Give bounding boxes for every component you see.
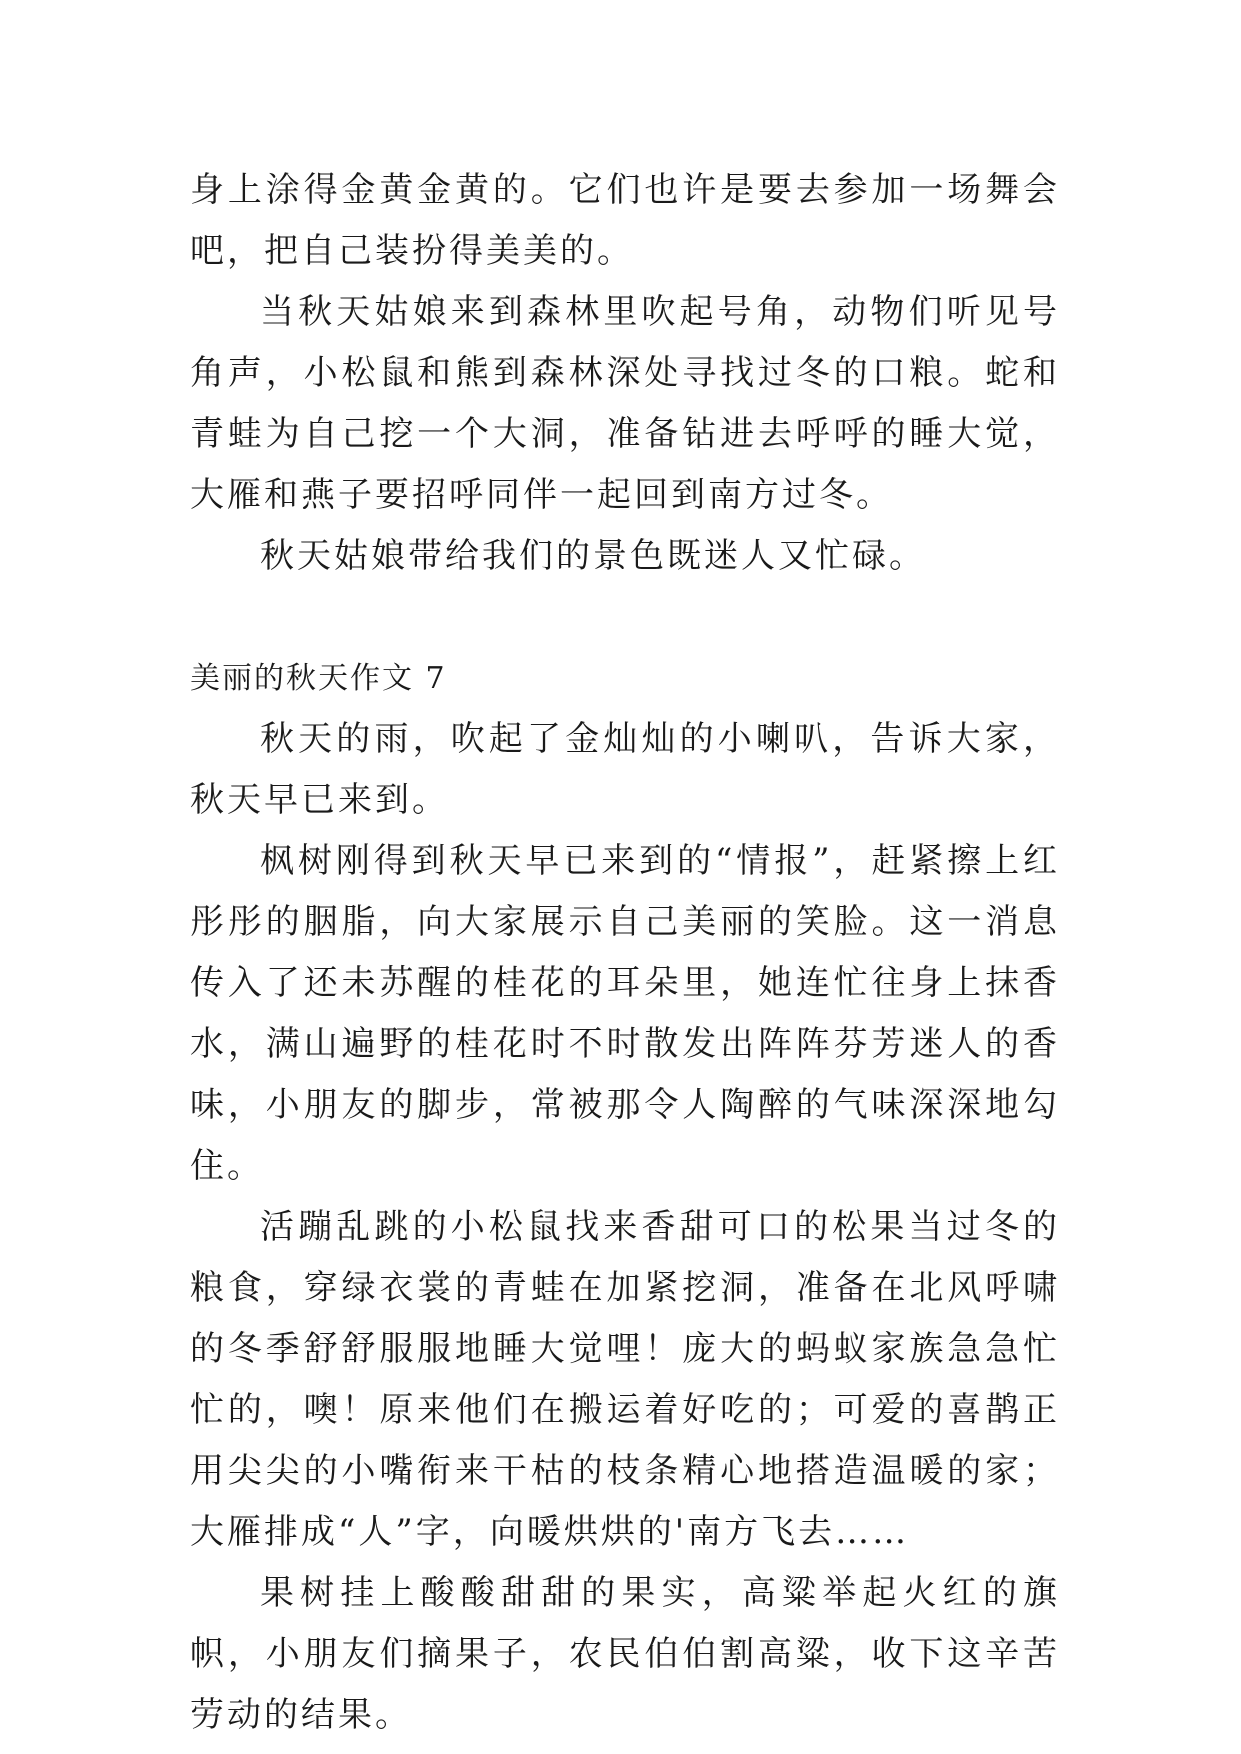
- document-body: [190, 160, 1060, 1746]
- paragraph-4: 秋天的雨，吹起了金灿灿的小喇叭，告诉大家，秋天早已来到。: [190, 719, 1060, 820]
- section-heading: 美丽的秋天作文 7: [190, 661, 447, 696]
- paragraph-2: 当秋天姑娘来到森林里吹起号角，动物们听见号角声，小松鼠和熊到森林深处寻找过冬的口粮。蛇和青蛙为自己挖一个大洞，准备钻进去呼呼的睡大觉，大雁和燕子要招呼同伴一起回到南方过冬。: [190, 292, 1060, 515]
- paragraph-1: 身上涂得金黄金黄的。它们也许是要去参加一场舞会吧，把自己装扮得美美的。: [190, 170, 1060, 271]
- paragraph-3: 秋天姑娘带给我们的景色既迷人又忙碌。: [260, 536, 926, 576]
- paragraph-5: 枫树刚得到秋天早已来到的“情报”，赶紧擦上红彤彤的胭脂，向大家展示自己美丽的笑脸。这一消息传入了还未苏醒的桂花的耳朵里，她连忙往身上抹香水，满山遍野的桂花时不时散发出阵阵芬芳迷人的香味，小朋友的脚步，常被那令人陶醉的气味深深地勾住。: [190, 841, 1060, 1186]
- paragraph-6: 活蹦乱跳的小松鼠找来香甜可口的松果当过冬的粮食，穿绿衣裳的青蛙在加紧挖洞，准备在北风呼啸的冬季舒舒服服地睡大觉哩！庞大的蚂蚁家族急急忙忙的，噢！原来他们在搬运着好吃的；可爱的喜鹊正用尖尖的小嘴衔来干枯的枝条精心地搭造温暖的家；大雁排成“人”字，向暖烘烘的'南方飞去……: [190, 1207, 1060, 1552]
- paragraph-7: 果树挂上酸酸甜甜的果实，高粱举起火红的旗帜，小朋友们摘果子，农民伯伯割高粱，收下这辛苦劳动的结果。: [190, 1573, 1060, 1735]
- section-spacer: [190, 587, 1060, 648]
